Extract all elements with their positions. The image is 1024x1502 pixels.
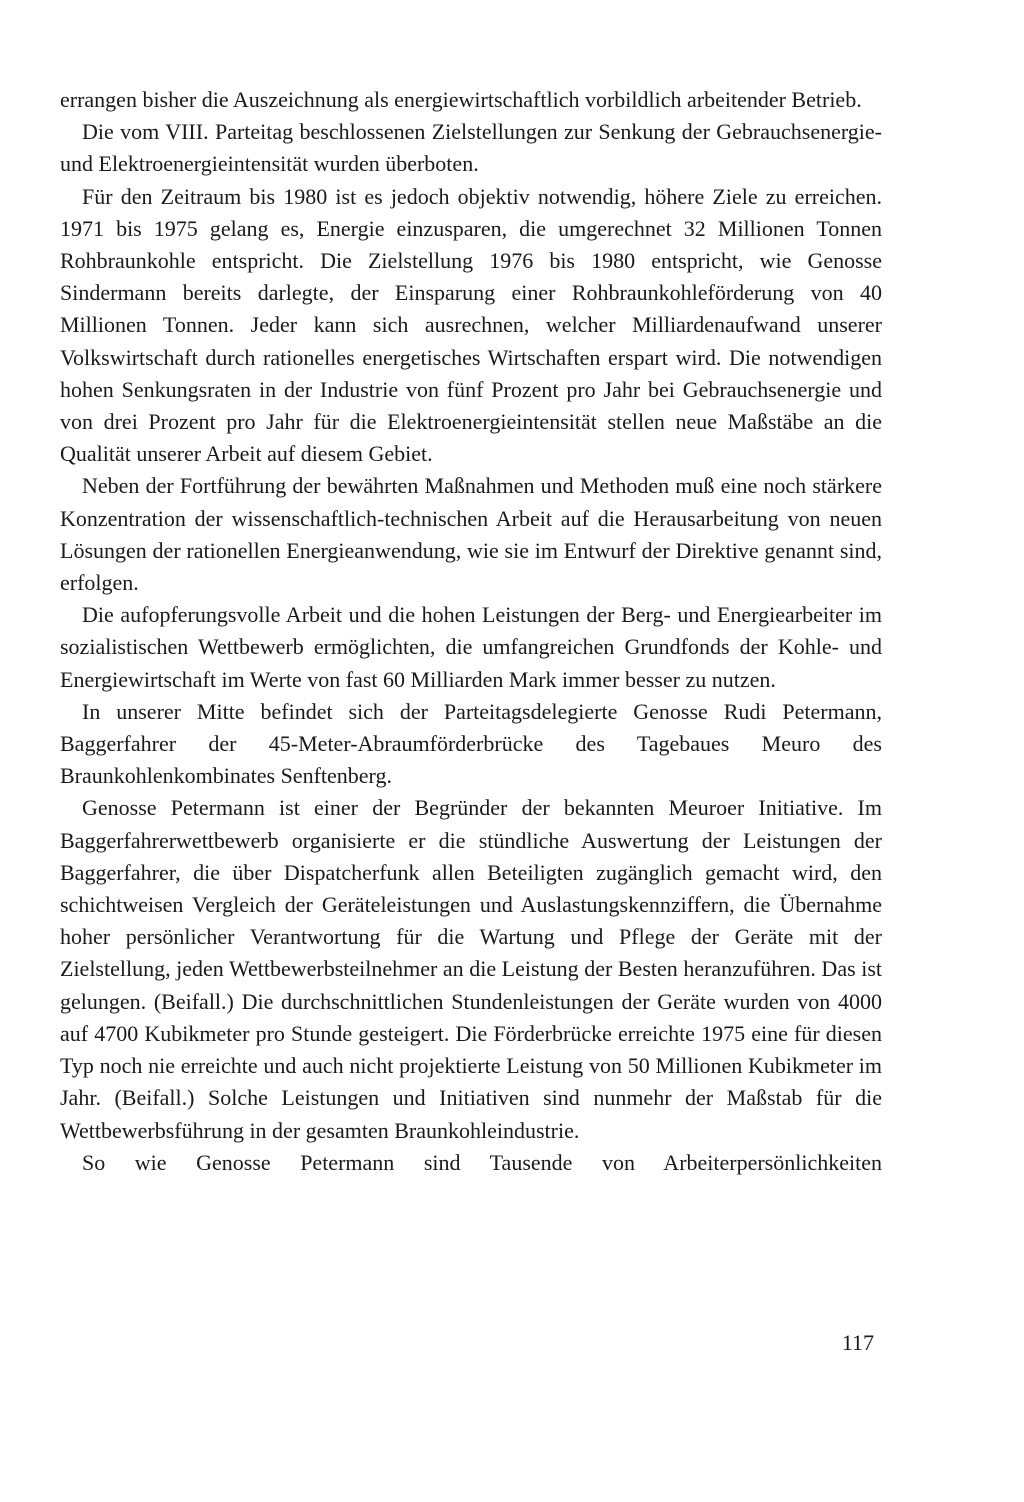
paragraph-3: Für den Zeitraum bis 1980 ist es jedoch objektiv notwendig, höhere Ziele zu erreichen. 1971 bis 1975 gelang es, Energie einzusparen, die umgerechnet 32 Millionen Tonnen Rohbraunkohle entspricht. Die Zielstellung 1976 bis 1980 entspricht, wie Genosse Sindermann bereits darlegte, der Einsparung einer Rohbraunkohleförderung von 40 Millionen Tonnen. Jeder kann sich ausrechnen, welcher Milliardenaufwand unserer Volkswirtschaft durch rationelles energetisches Wirtschaften erspart wird. Die notwendigen hohen Senkungsraten in der Industrie von fünf Prozent pro Jahr bei Gebrauchsenergie und von drei Prozent pro Jahr für die Elektroenergieintensität stellen neue Maßstäbe an die Qualität unserer Arbeit auf diesem Gebiet. <box>60 183 882 467</box>
paragraph-1: errangen bisher die Auszeichnung als energiewirtschaftlich vorbildlich arbeitender Betrieb. <box>60 87 862 112</box>
paragraph-6: In unserer Mitte befindet sich der Parteitagsdelegierte Genosse Rudi Petermann, Baggerfahrer der 45-Meter-Abraumförderbrücke des Tagebaues Meuro des Braunkohlenkombinates Senftenberg. <box>60 698 882 789</box>
paragraph-4: Neben der Fortführung der bewährten Maßnahmen und Methoden muß eine noch stärkere Konzentration der wissenschaftlich-technischen Arbeit auf die Herausarbeitung von neuen Lösungen der rationellen Energieanwendung, wie sie im Entwurf der Direktive genannt sind, erfolgen. <box>60 473 882 596</box>
paragraph-7: Genosse Petermann ist einer der Begründer der bekannten Meuroer Initiative. Im Baggerfahrerwettbewerb organisierte er die stündliche Auswertung der Leistungen der Baggerfahrer, die über Dispatcherfunk allen Beteiligten zugänglich gemacht wird, den schichtweisen Vergleich der Geräteleistungen und Auslastungskennziffern, die Übernahme hoher persönlicher Verantwortung für die Wartung und Pflege der Geräte mit der Zielstellung, jeden Wettbewerbsteilnehmer an die Leistung der Besten heranzuführen. Das ist gelungen. (Beifall.) Die durchschnittlichen Stundenleistungen der Geräte wurden von 4000 auf 4700 Kubikmeter pro Stunde gesteigert. Die Förderbrücke erreichte 1975 eine für diesen Typ noch nie erreichte und auch nicht projektierte Leistung von 50 Millionen Kubikmeter im Jahr. (Beifall.) Solche Leistungen und Initiativen sind nunmehr der Maßstab für die Wettbewerbsführung in der gesamten Braunkohleindustrie. <box>60 795 882 1143</box>
paragraph-2: Die vom VIII. Parteitag beschlossenen Zielstellungen zur Senkung der Gebrauchsenergie- und Elektroenergieintensität wurden überboten. <box>60 119 882 177</box>
body-text <box>60 84 882 1179</box>
paragraph-5: Die aufopferungsvolle Arbeit und die hohen Leistungen der Berg- und Energiearbeiter im sozialistischen Wettbewerb ermöglichten, die umfangreichen Grundfonds der Kohle- und Energiewirtschaft im Werte von fast 60 Milliarden Mark immer besser zu nutzen. <box>60 602 882 692</box>
page-number: 117 <box>841 1330 874 1355</box>
paragraph-8: So wie Genosse Petermann sind Tausende von Arbeiterpersönlichkeiten <box>82 1149 882 1175</box>
